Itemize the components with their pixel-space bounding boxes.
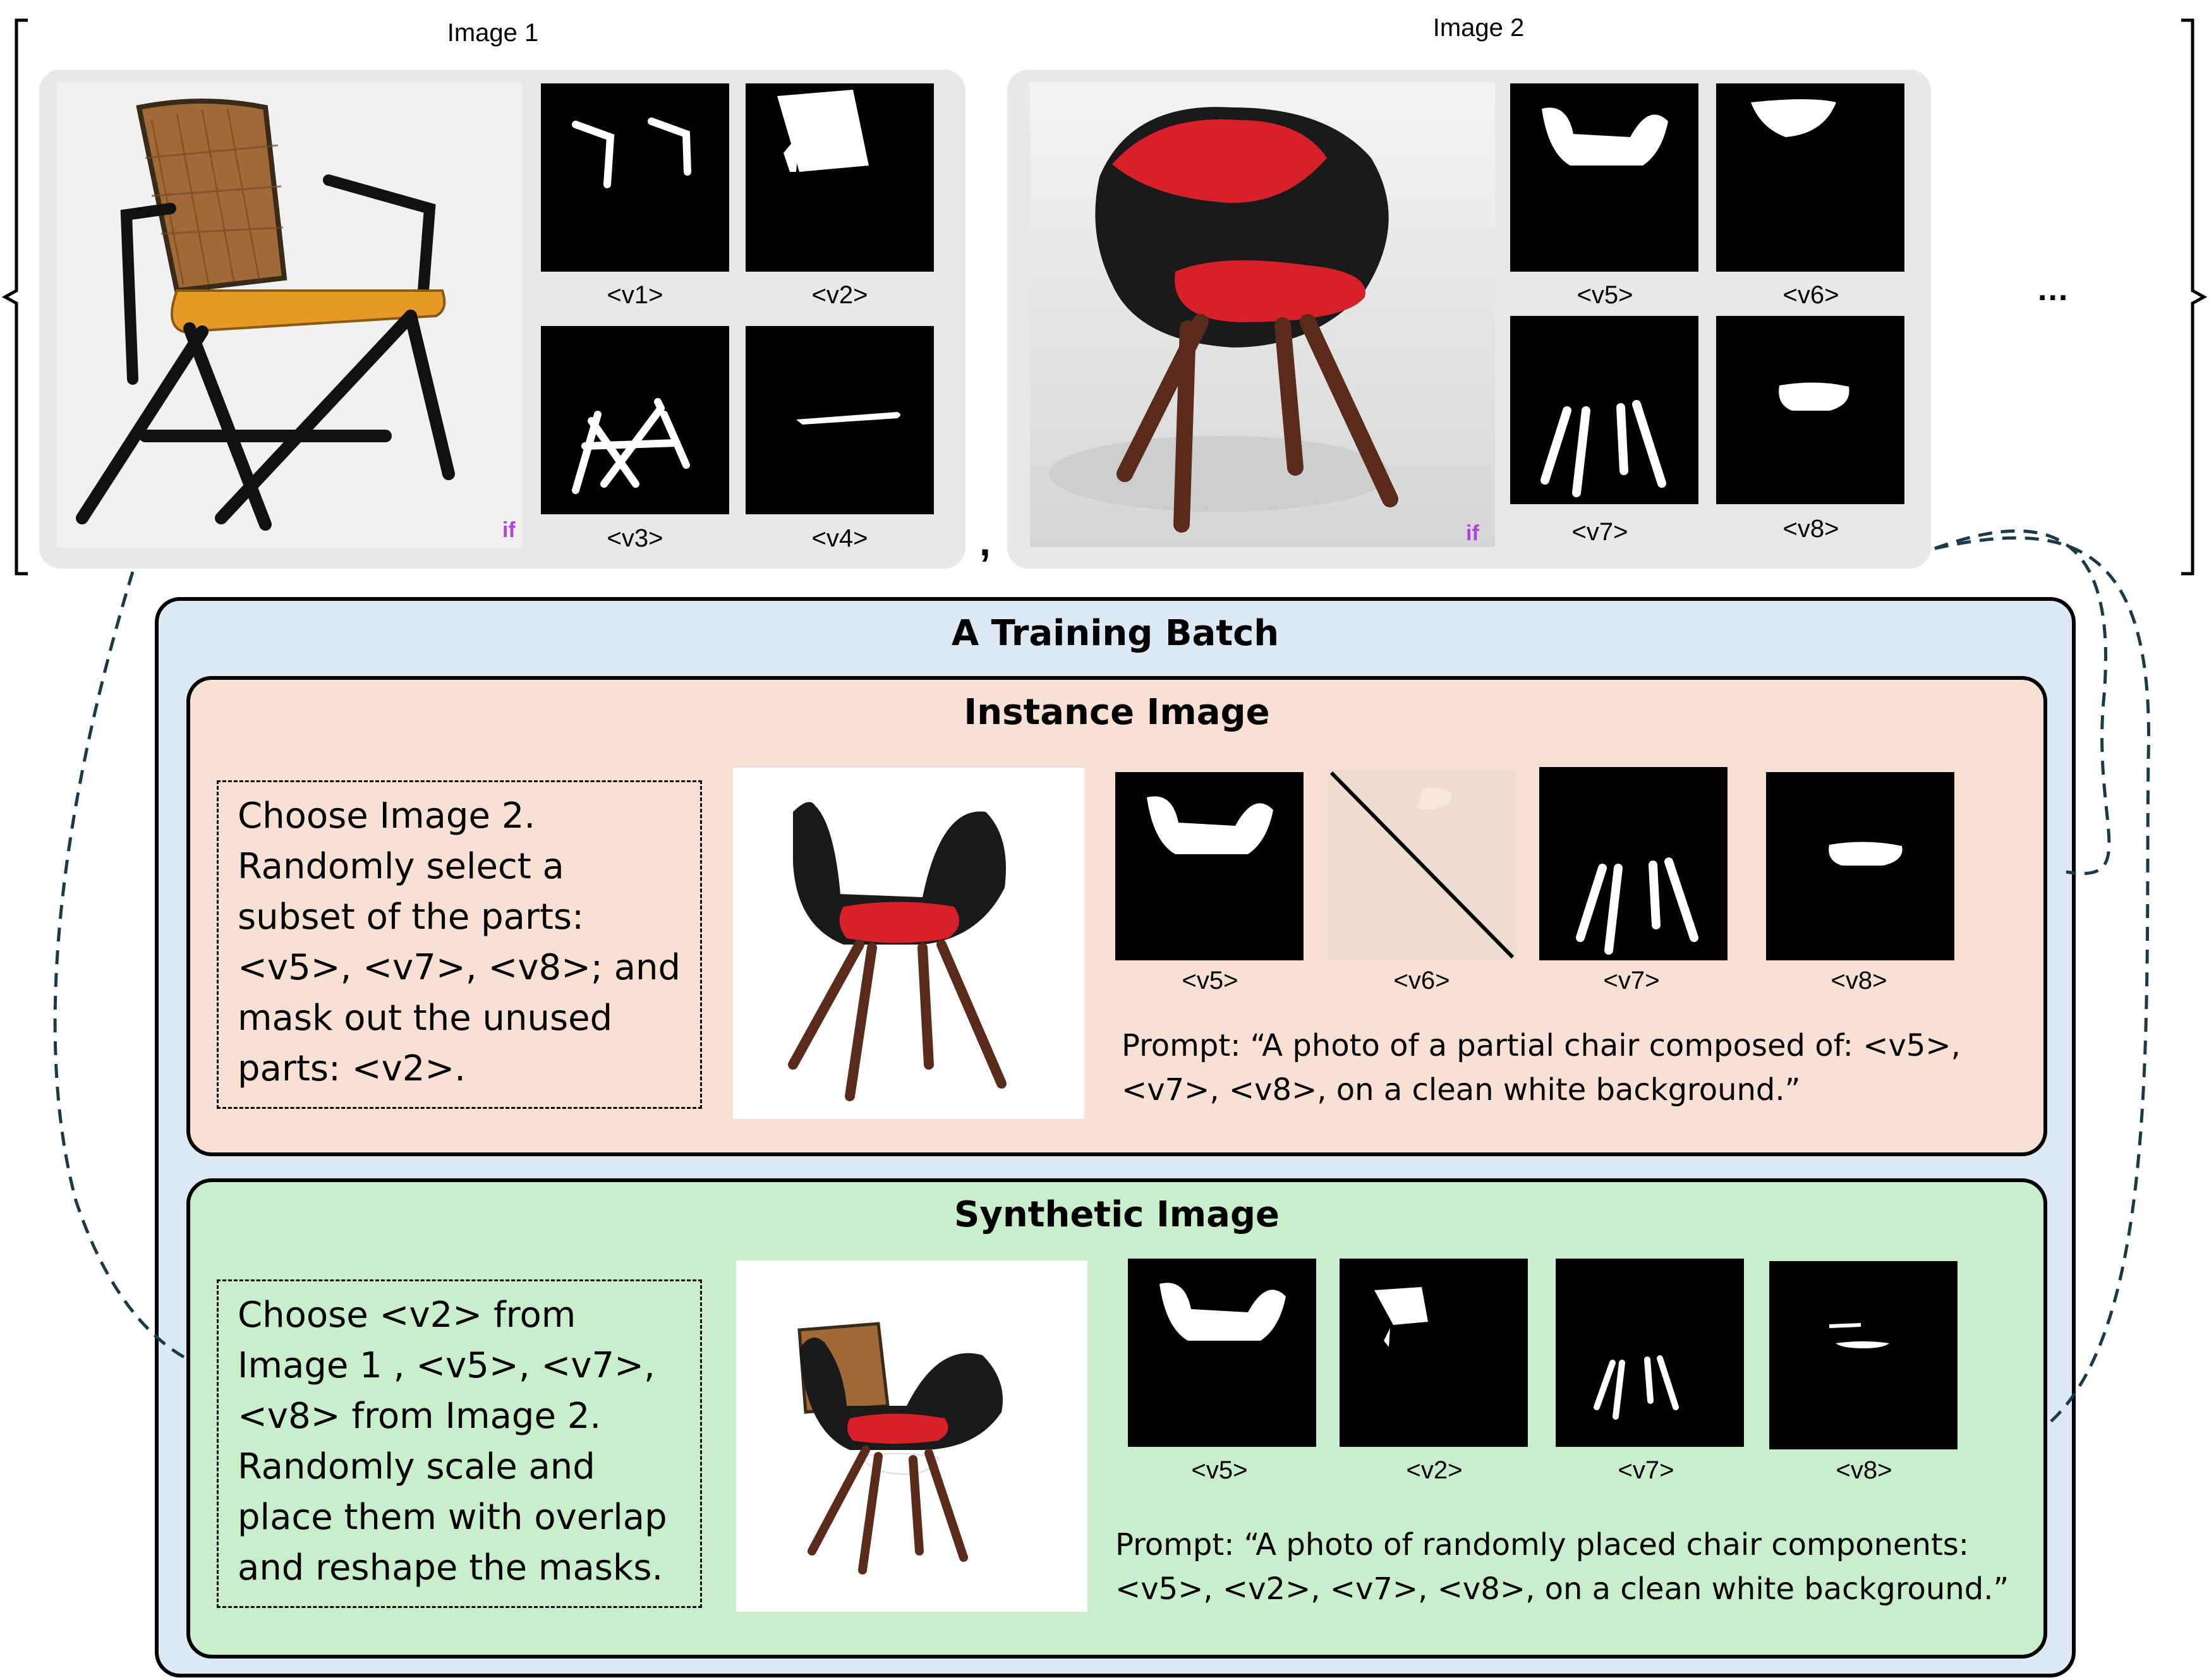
synthetic-instruction-text: Choose <v2> from Image 1 , <v5>, <v7>, <v8> from Image 2. Randomly scale and place them with overlap and reshape the masks.: [238, 1295, 667, 1588]
mask-v1-label: <v1>: [607, 281, 663, 309]
wicker-chair-illustration: [57, 82, 522, 547]
instance-mask-v5: [1115, 772, 1304, 960]
instance-image-title: Instance Image: [964, 692, 1270, 733]
separator-comma: ,: [979, 519, 991, 564]
image2-label: Image 2: [1432, 14, 1525, 42]
synthetic-prompt: Prompt: “A photo of randomly placed chair components: <v5>, <v2>, <v7>, <v8>, on a clean white background.”: [1115, 1527, 2009, 1607]
mask-v3: [541, 326, 729, 514]
mask-v5-label: <v5>: [1577, 281, 1633, 309]
image1-photo: [57, 82, 522, 547]
mask-v7: [1510, 316, 1698, 504]
synthetic-mask-v5-label: <v5>: [1191, 1456, 1248, 1484]
watermark-icon: if: [1466, 521, 1479, 545]
mask-v2-label: <v2>: [811, 281, 868, 309]
instance-photo: [733, 768, 1084, 1119]
image2-photo: [1030, 82, 1495, 547]
mask-v5: [1510, 83, 1698, 272]
synthetic-mask-v7-label: <v7>: [1618, 1456, 1674, 1484]
instance-mask-v7: [1539, 767, 1728, 960]
right-bracket: [2171, 13, 2209, 581]
instance-instruction-text: Choose Image 2. Randomly select a subset of the parts: <v5>, <v7>, <v8>; and mask out the unused parts: <v2>.: [238, 795, 681, 1089]
composed-chair-illustration: [736, 1260, 1087, 1612]
synthetic-instruction-box: [217, 1279, 702, 1608]
more-images-ellipsis: ...: [2038, 271, 2069, 308]
mask-v8: [1716, 316, 1904, 504]
mask-v6-label: <v6>: [1782, 281, 1839, 309]
instance-mask-v6-label: <v6>: [1393, 967, 1450, 994]
partial-chair-illustration: [733, 768, 1084, 1119]
synthetic-mask-v2-label: <v2>: [1406, 1456, 1463, 1484]
mask-v3-label: <v3>: [607, 524, 663, 552]
instance-mask-v5-label: <v5>: [1182, 967, 1238, 994]
instance-mask-v8: [1766, 772, 1954, 960]
watermark-icon: if: [502, 518, 516, 542]
synthetic-photo: [736, 1260, 1087, 1612]
instance-mask-v8-label: <v8>: [1831, 967, 1887, 994]
synthetic-mask-v7: [1556, 1259, 1744, 1447]
mask-v7-label: <v7>: [1571, 518, 1628, 546]
training-batch-title: A Training Batch: [951, 613, 1280, 654]
mask-v2: [746, 83, 934, 272]
instance-prompt: Prompt: “A photo of a partial chair composed of: <v5>, <v7>, <v8>, on a clean white background.”: [1122, 1028, 1961, 1108]
synthetic-mask-v5: [1128, 1259, 1316, 1447]
instance-mask-v6-masked-out: [1328, 770, 1516, 960]
synthetic-mask-v8: [1769, 1261, 1958, 1449]
image1-label: Image 1: [447, 19, 539, 47]
synthetic-mask-v2: [1340, 1259, 1528, 1447]
synthetic-image-title: Synthetic Image: [953, 1194, 1280, 1235]
mask-v6: [1716, 83, 1904, 272]
mask-v4-label: <v4>: [811, 524, 868, 552]
synthetic-mask-v8-label: <v8>: [1836, 1456, 1892, 1484]
red-tub-chair-illustration: [1030, 82, 1495, 547]
mask-v4: [746, 326, 934, 514]
left-bracket: [0, 13, 38, 581]
mask-v1: [541, 83, 729, 272]
instance-mask-v7-label: <v7>: [1603, 967, 1660, 994]
instance-instruction-box: [217, 780, 702, 1109]
mask-v8-label: <v8>: [1782, 515, 1839, 543]
